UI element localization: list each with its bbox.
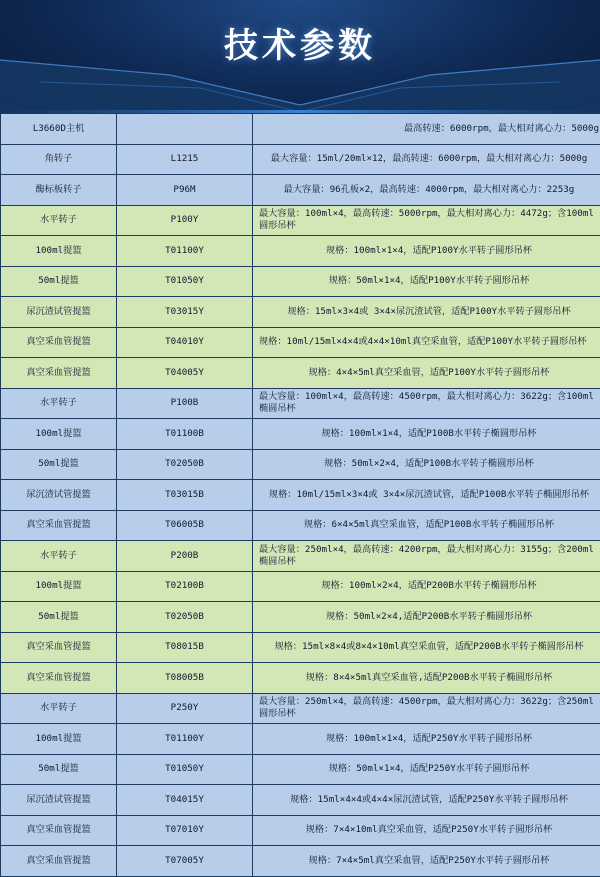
component-name-cell: 50ml提篮 [1,754,117,785]
spec-cell: 规格：6×4×5ml真空采血管，适配P100B水平转子椭圆形吊杯 [253,510,600,541]
table-row [1,449,600,480]
spec-cell: 最大容量：250ml×4，最高转速：4500rpm，最大相对离心力：3622g；含250ml圆形吊杯 [253,693,600,724]
model-cell: T03015Y [117,297,253,328]
table-row [1,266,600,297]
spec-cell: 最高转速：6000rpm，最大相对离心力：5000g [253,114,600,145]
component-name-cell: 水平转子 [1,541,117,572]
model-cell: T07005Y [117,846,253,877]
model-cell: T01050Y [117,266,253,297]
spec-cell: 最大容量：250ml×4，最高转速：4200rpm，最大相对离心力：3155g；含200ml椭圆吊杯 [253,541,600,572]
component-name-cell: 100ml提篮 [1,236,117,267]
spec-cell: 规格：50ml×1×4，适配P250Y水平转子圆形吊杯 [253,754,600,785]
component-name-cell: 真空采血管提篮 [1,663,117,694]
model-cell: T01050Y [117,754,253,785]
component-name-cell: 50ml提篮 [1,449,117,480]
component-name-cell: 尿沉渣试管提篮 [1,785,117,816]
model-cell: P96M [117,175,253,206]
spec-cell: 规格：100ml×1×4，适配P100Y水平转子圆形吊杯 [253,236,600,267]
spec-cell: 规格：7×4×10ml真空采血管，适配P250Y水平转子圆形吊杯 [253,815,600,846]
spec-cell: 最大容量：100ml×4，最高转速：4500rpm，最大相对离心力：3622g；含100ml椭圆吊杯 [253,388,600,419]
component-name-cell: 100ml提篮 [1,724,117,755]
model-cell: T02100B [117,571,253,602]
component-name-cell: 真空采血管提篮 [1,358,117,389]
component-name-cell: 真空采血管提篮 [1,846,117,877]
model-cell: T01100B [117,419,253,450]
table-row [1,480,600,511]
table-row [1,144,600,175]
component-name-cell: 100ml提篮 [1,571,117,602]
model-cell: T01100Y [117,236,253,267]
component-name-cell: 尿沉渣试管提篮 [1,297,117,328]
component-name-cell: 真空采血管提篮 [1,327,117,358]
spec-cell: 规格：50ml×2×4，适配P100B水平转子椭圆形吊杯 [253,449,600,480]
component-name-cell: 酶标板转子 [1,175,117,206]
spec-cell: 规格：10ml/15ml×3×4或 3×4×尿沉渣试管，适配P100B水平转子椭圆形吊杯 [253,480,600,511]
model-cell: T03015B [117,480,253,511]
component-name-cell: L3660D主机 [1,114,117,145]
table-row [1,663,600,694]
model-cell: T01100Y [117,724,253,755]
spec-cell: 规格：15ml×8×4或8×4×10ml真空采血管，适配P200B水平转子椭圆形吊杯 [253,632,600,663]
spec-cell: 规格：100ml×1×4，适配P100B水平转子椭圆形吊杯 [253,419,600,450]
model-cell: P100B [117,388,253,419]
table-row [1,571,600,602]
table-row [1,114,600,145]
model-cell: T08015B [117,632,253,663]
table-row [1,693,600,724]
component-name-cell: 角转子 [1,144,117,175]
component-name-cell: 水平转子 [1,693,117,724]
model-cell: T02050B [117,602,253,633]
table-row [1,510,600,541]
table-row [1,327,600,358]
model-cell: P200B [117,541,253,572]
spec-cell: 规格：7×4×5ml真空采血管，适配P250Y水平转子圆形吊杯 [253,846,600,877]
table-row [1,541,600,572]
model-cell: T08005B [117,663,253,694]
spec-cell: 规格：100ml×2×4，适配P200B水平转子椭圆形吊杯 [253,571,600,602]
spec-cell: 规格：15ml×3×4或 3×4×尿沉渣试管，适配P100Y水平转子圆形吊杯 [253,297,600,328]
table-row [1,754,600,785]
table-row [1,602,600,633]
model-cell: T04015Y [117,785,253,816]
spec-cell: 规格：8×4×5ml真空采血管,适配P200B水平转子椭圆形吊杯 [253,663,600,694]
table-row [1,815,600,846]
table-row [1,236,600,267]
component-name-cell: 真空采血管提篮 [1,815,117,846]
spec-cell: 规格：15ml×4×4或4×4×尿沉渣试管，适配P250Y水平转子圆形吊杯 [253,785,600,816]
component-name-cell: 真空采血管提篮 [1,510,117,541]
table-row [1,297,600,328]
component-name-cell: 真空采血管提篮 [1,632,117,663]
model-cell: T02050B [117,449,253,480]
component-name-cell: 50ml提篮 [1,602,117,633]
component-name-cell: 100ml提篮 [1,419,117,450]
model-cell: L1215 [117,144,253,175]
table-row [1,205,600,236]
component-name-cell: 水平转子 [1,388,117,419]
table-row [1,175,600,206]
spec-cell: 规格：4×4×5ml真空采血管，适配P100Y水平转子圆形吊杯 [253,358,600,389]
spec-cell: 最大容量：15ml/20ml×12，最高转速：6000rpm，最大相对离心力：5000g [253,144,600,175]
spec-cell: 规格：10ml/15ml×4×4或4×4×10ml真空采血管，适配P100Y水平转子圆形吊杯 [253,327,600,358]
model-cell [117,114,253,145]
spec-cell: 最大容量：96孔板×2，最高转速：4000rpm，最大相对离心力：2253g [253,175,600,206]
component-name-cell: 水平转子 [1,205,117,236]
spec-cell: 规格：50ml×2×4,适配P200B水平转子椭圆形吊杯 [253,602,600,633]
page-title: 技术参数 [0,18,600,67]
model-cell: P100Y [117,205,253,236]
page-header [0,0,600,113]
model-cell: T04005Y [117,358,253,389]
spec-table [0,113,600,877]
model-cell: T07010Y [117,815,253,846]
model-cell: T04010Y [117,327,253,358]
component-name-cell: 50ml提篮 [1,266,117,297]
spec-cell: 规格：50ml×1×4，适配P100Y水平转子圆形吊杯 [253,266,600,297]
table-row [1,785,600,816]
table-row [1,846,600,877]
model-cell: P250Y [117,693,253,724]
spec-cell: 最大容量：100ml×4，最高转速：5000rpm，最大相对离心力：4472g；含100ml圆形吊杯 [253,205,600,236]
component-name-cell: 尿沉渣试管提篮 [1,480,117,511]
table-row [1,419,600,450]
table-row [1,358,600,389]
table-row [1,724,600,755]
spec-cell: 规格：100ml×1×4，适配P250Y水平转子圆形吊杯 [253,724,600,755]
table-row [1,388,600,419]
table-row [1,632,600,663]
model-cell: T06005B [117,510,253,541]
